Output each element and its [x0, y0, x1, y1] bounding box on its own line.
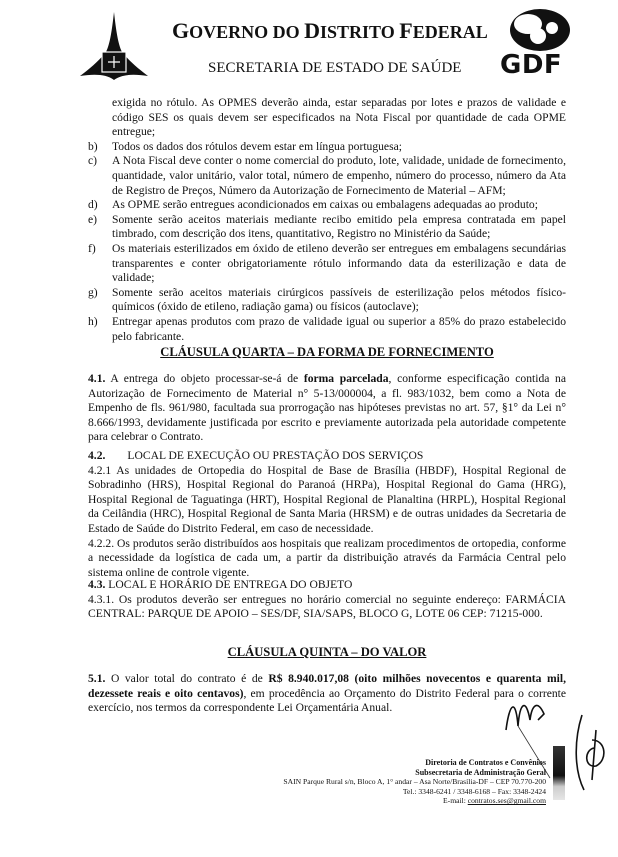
footer-line2: Subsecretaria de Administração Geral — [415, 767, 546, 777]
gdf-logo-text: GDF — [500, 50, 563, 80]
header-subtitle: SECRETARIA DE ESTADO DE SAÚDE — [208, 60, 462, 76]
paragraph-4-2-2: 4.2.2. Os produtos serão distribuídos aos hospitais que realizam procedimentos de ortopedia, conforme a necessidade da logística de cada um, a partir da distribuição através da Farmácia Central pelo sistema online de controle vigente. — [88, 536, 566, 579]
header-title: GOVERNO DO DISTRITO FEDERAL — [172, 18, 488, 43]
clause4-heading: CLÁUSULA QUARTA – DA FORMA DE FORNECIMENTO — [160, 345, 494, 359]
footer-phone: Tel.: 3348-6241 / 3348-6168 – Fax: 3348-2424 — [402, 786, 546, 796]
list-item-text: As OPME serão entregues acondicionados em caixas ou embalagens adequadas ao produto; — [112, 198, 538, 212]
clause5-heading: CLÁUSULA QUINTA – DO VALOR — [227, 645, 427, 659]
handwritten-rubric — [572, 710, 612, 805]
clause4-paragraph-4-1: 4.1. A entrega do objeto processar-se-á de forma parcelada, conforme especificação contida na Autorização de Fornecimento de Material n° 5-13/000004, a fl. 983/1032, bem como a Nota de Empenho de fls. 961/980, facultada sua prorrogação nas hipóteses previstas no art. 57, §1° da Lei n° 8.666/1993, devidamente justificada por escrito e previamente autorizada pela autoridade competente para celebrar o Contrato. — [88, 372, 566, 444]
list-item-text: A Nota Fiscal deve conter o nome comercial do produto, lote, validade, unidade de fornecimento, quantidade, valor unitário, valor total, número de empenho, número do processo, número da Ata de Registro de Preços, Número da Autorização de Fornecimento de Material – AFM; — [112, 154, 566, 197]
list-item-label: e) — [88, 212, 98, 226]
list-item — [88, 198, 566, 213]
list-item — [88, 213, 566, 242]
footer-contact — [283, 758, 546, 806]
list-item-text: Os materiais esterilizados em óxido de etileno deverão ser entregues em embalagens secundárias transparentes e conter obrigatoriamente rótulo informando data da esterilização e data de validade; — [112, 241, 566, 285]
list-item-label: d) — [88, 198, 98, 212]
footer-line1: Diretoria de Contratos e Convênios — [425, 758, 546, 767]
paragraph-4-3-1: 4.3.1. Os produtos deverão ser entregues no horário comercial no seguinte endereço: FARMÁCIA CENTRAL: PARQUE DE APOIO – SES/DF, SIA/SAPS, BLOCO G, LOTE 06 CEP: 71215-000. — [88, 592, 566, 621]
list-item-label: g) — [88, 285, 98, 299]
brasilia-coat-of-arms-icon — [78, 10, 150, 82]
list-item — [88, 140, 566, 155]
clause5-paragraph-5-1: 5.1. O valor total do contrato é de R$ 8.940.017,08 (oito milhões novecentos e quarenta mil, dezessete reais e oito centavos), em procedência ao Orçamento do Distrito Federal para o corrente exercício, nos termos da correspondente Lei Orçamentária Anual. — [88, 672, 566, 715]
list-item-text: Todos os dados dos rótulos devem estar em língua portuguesa; — [112, 139, 402, 153]
list-item-text: exigida no rótulo. As OPMES deverão ainda, estar separadas por lotes e prazos de validade e código SES os quais devem ser especificados na Nota Fiscal por quantidade de cada OPME entregue; — [112, 96, 566, 139]
list-item — [88, 154, 566, 198]
list-item-label: b) — [88, 139, 98, 153]
clause4-section-4-2: 4.2. LOCAL DE EXECUÇÃO OU PRESTAÇÃO DOS SERVIÇOS 4.2.1 As unidades de Ortopedia do Hospital de Base de Brasília (HBDF), Hospital Regional de Sobradinho (HRS), Hospital Regional do Paranoá (HRPa), Hospital Regional do Gama (HRG), Hospital Regional de Taguatinga (HRT), Hospital Regional de Planaltina (HRPL), Hospital Regional da Ceilândia (HRC), Hospital Regional de Santa Maria (HRSM) e de outras unidades da Secretaria de Estado de Saúde do Distrito Federal, em caso de necessidade. 4.2.2. Os produtos serão distribuídos aos hospitais que realizam procedimentos de ortopedia, conforme a necessidade da logística de cada um, a partir da distribuição através da Farmácia Central pelo sistema online de controle vigente. — [88, 449, 566, 579]
requirements-list — [88, 96, 566, 344]
gdf-logo-icon — [500, 6, 580, 56]
list-item-label: h) — [88, 314, 98, 328]
footer-address: SAIN Parque Rural s/n, Bloco A, 1° andar – Asa Norte/Brasília-DF – CEP 70.770-200 — [283, 777, 546, 787]
list-item-label: f) — [88, 241, 96, 255]
scan-marker — [553, 746, 565, 800]
paragraph-4-2-1: 4.2.1 As unidades de Ortopedia do Hospital de Base de Brasília (HBDF), Hospital Regional de Sobradinho (HRS), Hospital Regional do Paranoá (HRPa), Hospital Regional do Gama (HRG), Hospital Regional de Taguatinga (HRT), Hospital Regional de Planaltina (HRPL), Hospital Regional da Ceilândia (HRC), Hospital Regional de Santa Maria (HRSM) e de outras unidades da Secretaria de Estado de Saúde do Distrito Federal, em caso de necessidade. — [88, 463, 566, 535]
list-item-text: Entregar apenas produtos com prazo de validade igual ou superior a 85% do prazo estabelecido pelo fabricante. — [112, 314, 566, 343]
list-item-text: Somente serão aceitos materiais mediante recibo emitido pela empresa contratada em papel timbrado, com descrição dos itens, quantitativo, Registro no Ministério da Saúde; — [112, 212, 566, 241]
footer-email-label: E-mail: — [443, 796, 468, 806]
clause4-section-4-3: 4.3. LOCAL E HORÁRIO DE ENTREGA DO OBJETO 4.3.1. Os produtos deverão ser entregues no horário comercial no seguinte endereço: FARMÁCIA CENTRAL: PARQUE DE APOIO – SES/DF, SIA/SAPS, BLOCO G, LOTE 06 CEP: 71215-000. — [88, 578, 566, 621]
footer-email-link[interactable]: contratos.ses@gmail.com — [467, 796, 546, 806]
list-item — [88, 96, 566, 140]
list-item — [88, 242, 566, 286]
list-item — [88, 315, 566, 344]
list-item-label: c) — [88, 154, 98, 168]
list-item — [88, 286, 566, 315]
list-item-text: Somente serão aceitos materiais cirúrgicos passíveis de esterilização pelos métodos físico-químicos (óxido de etileno, radiação gama) ou físicos (autoclave); — [112, 285, 566, 314]
